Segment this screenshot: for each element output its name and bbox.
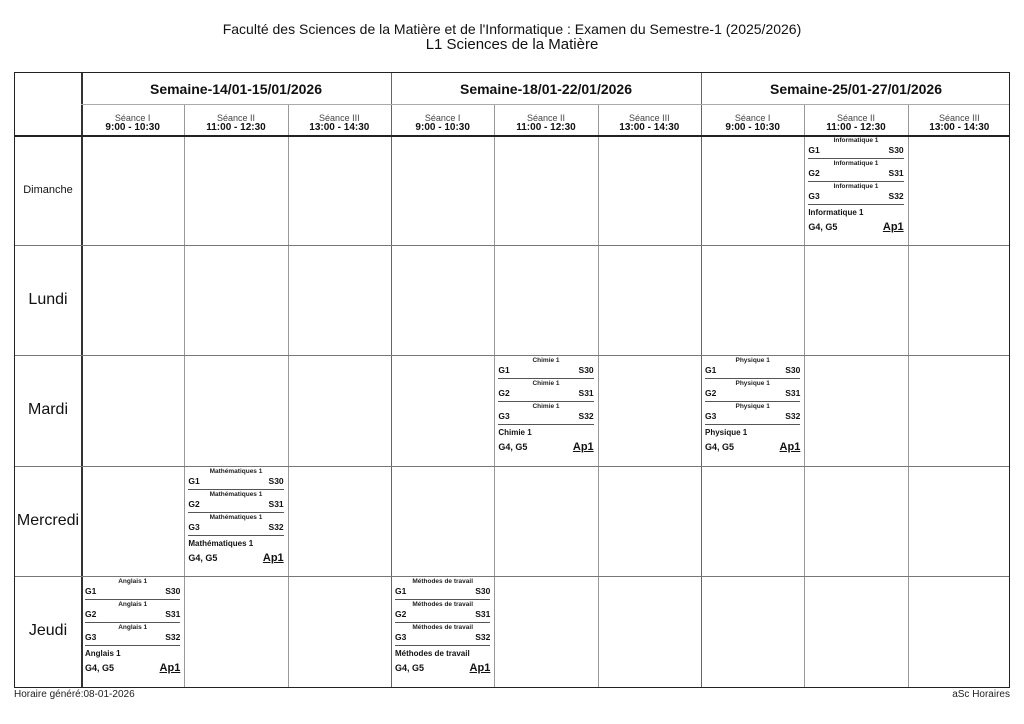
seance-header bbox=[81, 104, 184, 135]
group-label: G4, G5 bbox=[705, 442, 735, 453]
week-header: Semaine-18/01-22/01/2026 bbox=[459, 80, 632, 97]
day-label-lundi: Lundi bbox=[28, 291, 68, 309]
room-label: S30 bbox=[785, 365, 801, 376]
exam-block[interactable] bbox=[392, 577, 493, 676]
exam-group-entry[interactable] bbox=[188, 513, 283, 536]
seance-time: 13:00 - 14:30 bbox=[619, 122, 680, 133]
exam-group-row bbox=[188, 476, 283, 487]
exam-group-row bbox=[705, 365, 800, 376]
exam-subject: Anglais 1 bbox=[118, 623, 148, 631]
seance-label: Séance III bbox=[319, 113, 360, 123]
timetable-grid bbox=[14, 72, 1010, 688]
group-label: G4, G5 bbox=[808, 222, 838, 232]
room-label: S31 bbox=[165, 608, 181, 619]
session-divider bbox=[908, 104, 909, 687]
room-label: S31 bbox=[268, 498, 284, 509]
exam-block[interactable] bbox=[82, 577, 183, 676]
group-label: G1 bbox=[498, 365, 510, 376]
seance-time: 13:00 - 14:30 bbox=[929, 122, 990, 133]
room-label: S30 bbox=[165, 585, 181, 596]
exam-group-row bbox=[705, 439, 800, 455]
day-label-dimanche: Dimanche bbox=[23, 184, 73, 197]
brand-label: aSc Horaires bbox=[952, 689, 1010, 700]
exam-group-entry[interactable] bbox=[395, 623, 490, 646]
exam-group-entry[interactable] bbox=[705, 379, 800, 402]
seance-label: Séance I bbox=[734, 113, 771, 123]
group-label: G4, G5 bbox=[395, 662, 425, 673]
exam-group-row bbox=[808, 168, 903, 179]
exam-group-entry[interactable] bbox=[85, 600, 180, 623]
exam-group-row bbox=[705, 411, 800, 422]
room-label: S30 bbox=[268, 475, 284, 486]
exam-group-row bbox=[85, 586, 180, 597]
exam-subject: Physique 1 bbox=[735, 380, 770, 388]
exam-group-entry[interactable] bbox=[705, 402, 800, 425]
seance-time: 11:00 - 12:30 bbox=[826, 122, 886, 133]
seance-label: Séance III bbox=[629, 113, 670, 123]
seance-header bbox=[391, 104, 494, 135]
exam-block[interactable] bbox=[495, 356, 596, 455]
room-label: S31 bbox=[785, 388, 801, 399]
room-label: S31 bbox=[888, 168, 904, 178]
group-label: G3 bbox=[395, 631, 407, 642]
exam-subject: Informatique 1 bbox=[833, 183, 879, 190]
group-label: G2 bbox=[705, 388, 717, 399]
room-label: Ap1 bbox=[572, 441, 594, 454]
session-divider bbox=[598, 104, 599, 687]
exam-group-row bbox=[498, 388, 593, 399]
room-label: S31 bbox=[475, 608, 491, 619]
exam-subject: Informatique 1 bbox=[833, 160, 879, 167]
seance-label: Séance I bbox=[424, 113, 461, 123]
day-label-mercredi: Mercredi bbox=[16, 511, 80, 529]
group-label: G1 bbox=[188, 475, 200, 486]
room-label: S32 bbox=[268, 521, 284, 532]
seance-time: 9:00 - 10:30 bbox=[105, 122, 160, 133]
exam-group-row bbox=[395, 632, 490, 643]
exam-group-entry[interactable] bbox=[808, 182, 903, 205]
day-row-divider bbox=[15, 466, 1009, 467]
group-label: G1 bbox=[808, 145, 820, 155]
exam-group-entry[interactable] bbox=[85, 623, 180, 646]
exam-subject: Chimie 1 bbox=[532, 403, 560, 411]
room-label: S30 bbox=[888, 145, 904, 155]
exam-subject: Mathématiques 1 bbox=[188, 538, 254, 548]
seance-header bbox=[184, 104, 287, 135]
room-label: Ap1 bbox=[159, 661, 181, 674]
seance-header bbox=[494, 104, 597, 135]
exam-group-row bbox=[808, 191, 903, 202]
exam-group-row bbox=[85, 609, 180, 620]
exam-subject: Anglais 1 bbox=[118, 600, 148, 608]
exam-subject: Chimie 1 bbox=[532, 357, 560, 365]
day-label-mardi: Mardi bbox=[27, 401, 68, 419]
room-label: S32 bbox=[475, 631, 491, 642]
exam-group-entry-main[interactable] bbox=[395, 646, 490, 676]
exam-group-entry-main[interactable] bbox=[188, 536, 283, 566]
group-label: G2 bbox=[85, 608, 97, 619]
exam-group-entry[interactable] bbox=[498, 356, 593, 379]
exam-block[interactable] bbox=[805, 136, 906, 235]
seance-time: 11:00 - 12:30 bbox=[206, 122, 266, 133]
room-label: Ap1 bbox=[779, 441, 801, 454]
exam-subject: Anglais 1 bbox=[118, 577, 148, 585]
week-header: Semaine-25/01-27/01/2026 bbox=[769, 80, 942, 97]
room-label: S31 bbox=[578, 388, 594, 399]
seance-header bbox=[598, 104, 701, 135]
seance-label: Séance I bbox=[114, 113, 151, 123]
exam-group-entry-main[interactable] bbox=[498, 425, 593, 455]
exam-group-row bbox=[85, 660, 180, 676]
exam-group-entry[interactable] bbox=[188, 490, 283, 513]
exam-block[interactable] bbox=[702, 356, 803, 455]
seance-time: 13:00 - 14:30 bbox=[309, 122, 370, 133]
room-label: S32 bbox=[888, 191, 904, 201]
group-label: G2 bbox=[188, 498, 200, 509]
exam-group-entry[interactable] bbox=[498, 379, 593, 402]
exam-group-row bbox=[705, 388, 800, 399]
group-label: G4, G5 bbox=[188, 552, 218, 563]
group-label: G2 bbox=[395, 608, 407, 619]
exam-group-entry[interactable] bbox=[808, 136, 903, 159]
generated-date: Horaire généré:08-01-2026 bbox=[14, 689, 135, 700]
group-label: G1 bbox=[85, 585, 97, 596]
seance-time: 9:00 - 10:30 bbox=[415, 122, 470, 133]
exam-subject: Physique 1 bbox=[735, 403, 770, 411]
group-label: G1 bbox=[395, 585, 407, 596]
seance-label: Séance III bbox=[939, 113, 980, 123]
exam-group-entry[interactable] bbox=[85, 577, 180, 600]
exam-group-entry[interactable] bbox=[395, 577, 490, 600]
session-divider bbox=[184, 104, 185, 687]
room-label: S30 bbox=[475, 585, 491, 596]
exam-group-row bbox=[808, 219, 903, 235]
seance-label: Séance II bbox=[216, 113, 255, 123]
room-label: Ap1 bbox=[469, 661, 491, 674]
page-subtitle: L1 Sciences de la Matière bbox=[425, 36, 599, 53]
exam-subject: Mathématiques 1 bbox=[209, 490, 263, 498]
exam-group-row bbox=[498, 411, 593, 422]
week-header: Semaine-14/01-15/01/2026 bbox=[149, 80, 322, 97]
group-label: G3 bbox=[498, 411, 510, 422]
room-label: Ap1 bbox=[882, 221, 904, 233]
group-label: G1 bbox=[705, 365, 717, 376]
day-row-divider bbox=[15, 245, 1009, 246]
exam-group-row bbox=[395, 609, 490, 620]
exam-group-row bbox=[188, 499, 283, 510]
exam-subject: Méthodes de travail bbox=[412, 600, 473, 608]
group-label: G4, G5 bbox=[498, 442, 528, 453]
room-label: S32 bbox=[578, 411, 594, 422]
exam-subject: Informatique 1 bbox=[833, 137, 879, 144]
exam-group-row bbox=[808, 145, 903, 156]
exam-subject: Physique 1 bbox=[705, 428, 748, 438]
exam-group-row bbox=[188, 550, 283, 566]
room-label: Ap1 bbox=[262, 551, 284, 564]
seance-label: Séance II bbox=[526, 113, 565, 123]
seance-label: Séance II bbox=[836, 113, 875, 123]
group-label: G3 bbox=[808, 191, 820, 201]
seance-time: 11:00 - 12:30 bbox=[516, 122, 576, 133]
exam-subject: Chimie 1 bbox=[498, 428, 532, 438]
exam-group-row bbox=[498, 365, 593, 376]
exam-group-row bbox=[498, 439, 593, 455]
exam-subject: Physique 1 bbox=[735, 357, 770, 365]
exam-group-entry-main[interactable] bbox=[85, 646, 180, 676]
exam-group-entry[interactable] bbox=[395, 600, 490, 623]
seance-header bbox=[288, 104, 391, 135]
exam-group-entry[interactable] bbox=[808, 159, 903, 182]
seance-time: 9:00 - 10:30 bbox=[725, 122, 780, 133]
exam-subject: Mathématiques 1 bbox=[209, 513, 263, 521]
session-divider bbox=[288, 104, 289, 687]
group-label: G4, G5 bbox=[85, 662, 115, 673]
group-label: G3 bbox=[705, 411, 717, 422]
exam-subject: Méthodes de travail bbox=[412, 577, 473, 585]
group-label: G3 bbox=[188, 521, 200, 532]
exam-subject: Méthodes de travail bbox=[395, 648, 470, 658]
exam-subject: Méthodes de travail bbox=[412, 623, 473, 631]
exam-group-row bbox=[188, 522, 283, 533]
exam-group-row bbox=[395, 586, 490, 597]
exam-group-entry[interactable] bbox=[498, 402, 593, 425]
room-label: S32 bbox=[785, 411, 801, 422]
exam-group-entry[interactable] bbox=[705, 356, 800, 379]
seance-header bbox=[701, 104, 804, 135]
room-label: S30 bbox=[578, 365, 594, 376]
exam-subject: Chimie 1 bbox=[532, 380, 560, 388]
seance-header bbox=[804, 104, 907, 135]
room-label: S32 bbox=[165, 631, 181, 642]
exam-subject: Anglais 1 bbox=[85, 648, 121, 658]
group-label: G3 bbox=[85, 631, 97, 642]
exam-group-row bbox=[85, 632, 180, 643]
exam-block[interactable] bbox=[185, 467, 286, 566]
group-label: G2 bbox=[808, 168, 820, 178]
group-label: G2 bbox=[498, 388, 510, 399]
exam-group-entry[interactable] bbox=[188, 467, 283, 490]
page-title: Faculté des Sciences de la Matière et de l'Informatique : Examen du Semestre-1 (2025/2026) bbox=[222, 21, 802, 37]
seance-header bbox=[908, 104, 1011, 135]
day-label-jeudi: Jeudi bbox=[28, 621, 68, 639]
exam-group-row bbox=[395, 660, 490, 676]
exam-group-entry-main[interactable] bbox=[808, 205, 903, 235]
exam-group-entry-main[interactable] bbox=[705, 425, 800, 455]
exam-subject: Mathématiques 1 bbox=[209, 467, 263, 475]
exam-subject: Informatique 1 bbox=[808, 208, 864, 217]
